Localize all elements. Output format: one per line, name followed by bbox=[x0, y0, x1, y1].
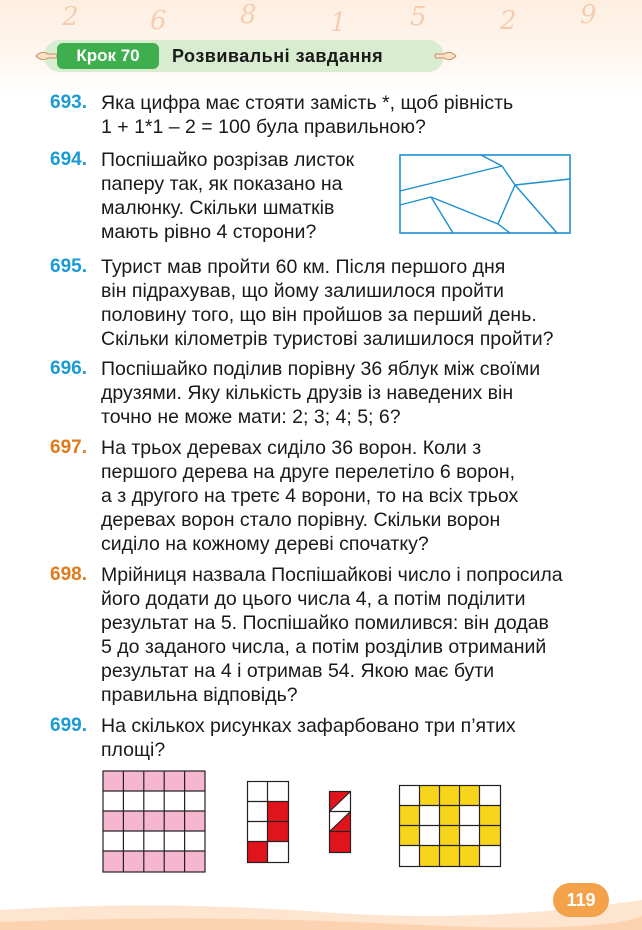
shaded-figure-4 bbox=[398, 784, 502, 868]
decorative-digit: 2 bbox=[62, 2, 79, 32]
decorative-digit: 8 bbox=[240, 0, 257, 30]
decorative-digit: 1 bbox=[330, 8, 347, 38]
problem-number: 696. bbox=[50, 358, 87, 379]
footer-wave bbox=[0, 870, 642, 930]
decorative-digit: 5 bbox=[410, 2, 427, 32]
decorative-digit: 2 bbox=[500, 6, 517, 36]
problem-number: 697. bbox=[50, 437, 87, 458]
step-badge: Крок 70 bbox=[57, 43, 159, 69]
pointing-hand-icon bbox=[434, 46, 458, 66]
shaded-figure-3 bbox=[328, 790, 352, 854]
problem-text: Яка цифра має стояти замість *, щоб рівність 1 + 1*1 – 2 = 100 була правильною? bbox=[101, 92, 514, 138]
problem-text: На скількох рисунках зафарбовано три п’ятих площі? bbox=[101, 715, 516, 761]
problem-text: Поспішайко поділив порівну 36 яблук між своїми друзями. Яку кількість друзів із наведених він точно не може мати: 2; 3; 4; 5; 6? bbox=[101, 358, 541, 428]
problem-number: 698. bbox=[50, 564, 87, 585]
page-number: 119 bbox=[553, 883, 609, 917]
decorative-digit: 6 bbox=[150, 6, 167, 36]
problem-number: 699. bbox=[50, 715, 87, 736]
shaded-figure-1 bbox=[102, 770, 206, 874]
problem-text: Поспішайко розрізав листок паперу так, як показано на малюнку. Скільки шматків мають рівно 4 сторони? bbox=[101, 149, 355, 243]
decorative-digit: 9 bbox=[580, 0, 597, 30]
cut-paper-figure bbox=[399, 154, 571, 234]
problem-text: Мрійниця назвала Поспішайкові число і попросила його додати до цього числа 4, а потім поділити результат на 5. Поспішайко помилився: він додав 5 до заданого числа, а потім розділив отриманий результат на 4 і отримав 54. Якою має бути правильна відповідь? bbox=[101, 564, 563, 706]
problem-number: 695. bbox=[50, 256, 87, 277]
problem-text: Турист мав пройти 60 км. Після першого дня він підрахував, що йому залишилося пройти половину того, що він пройшов за перший день. Скільки кілометрів туристові залишилося пройти? bbox=[101, 256, 554, 350]
pointing-hand-icon bbox=[34, 46, 58, 66]
problem-number: 693. bbox=[50, 92, 87, 113]
problem-text: На трьох деревах сиділо 36 ворон. Коли з першого дерева на друге перелетіло 6 ворон, а з другого на третє 4 ворони, то на всіх трьох деревах ворон стало порівну. Скільки ворон сиділо на кожному дереві спочатку? bbox=[101, 437, 519, 555]
section-title: Розвивальні завдання bbox=[172, 46, 384, 66]
problem-number: 694. bbox=[50, 149, 87, 170]
shaded-figure-2 bbox=[246, 780, 290, 864]
